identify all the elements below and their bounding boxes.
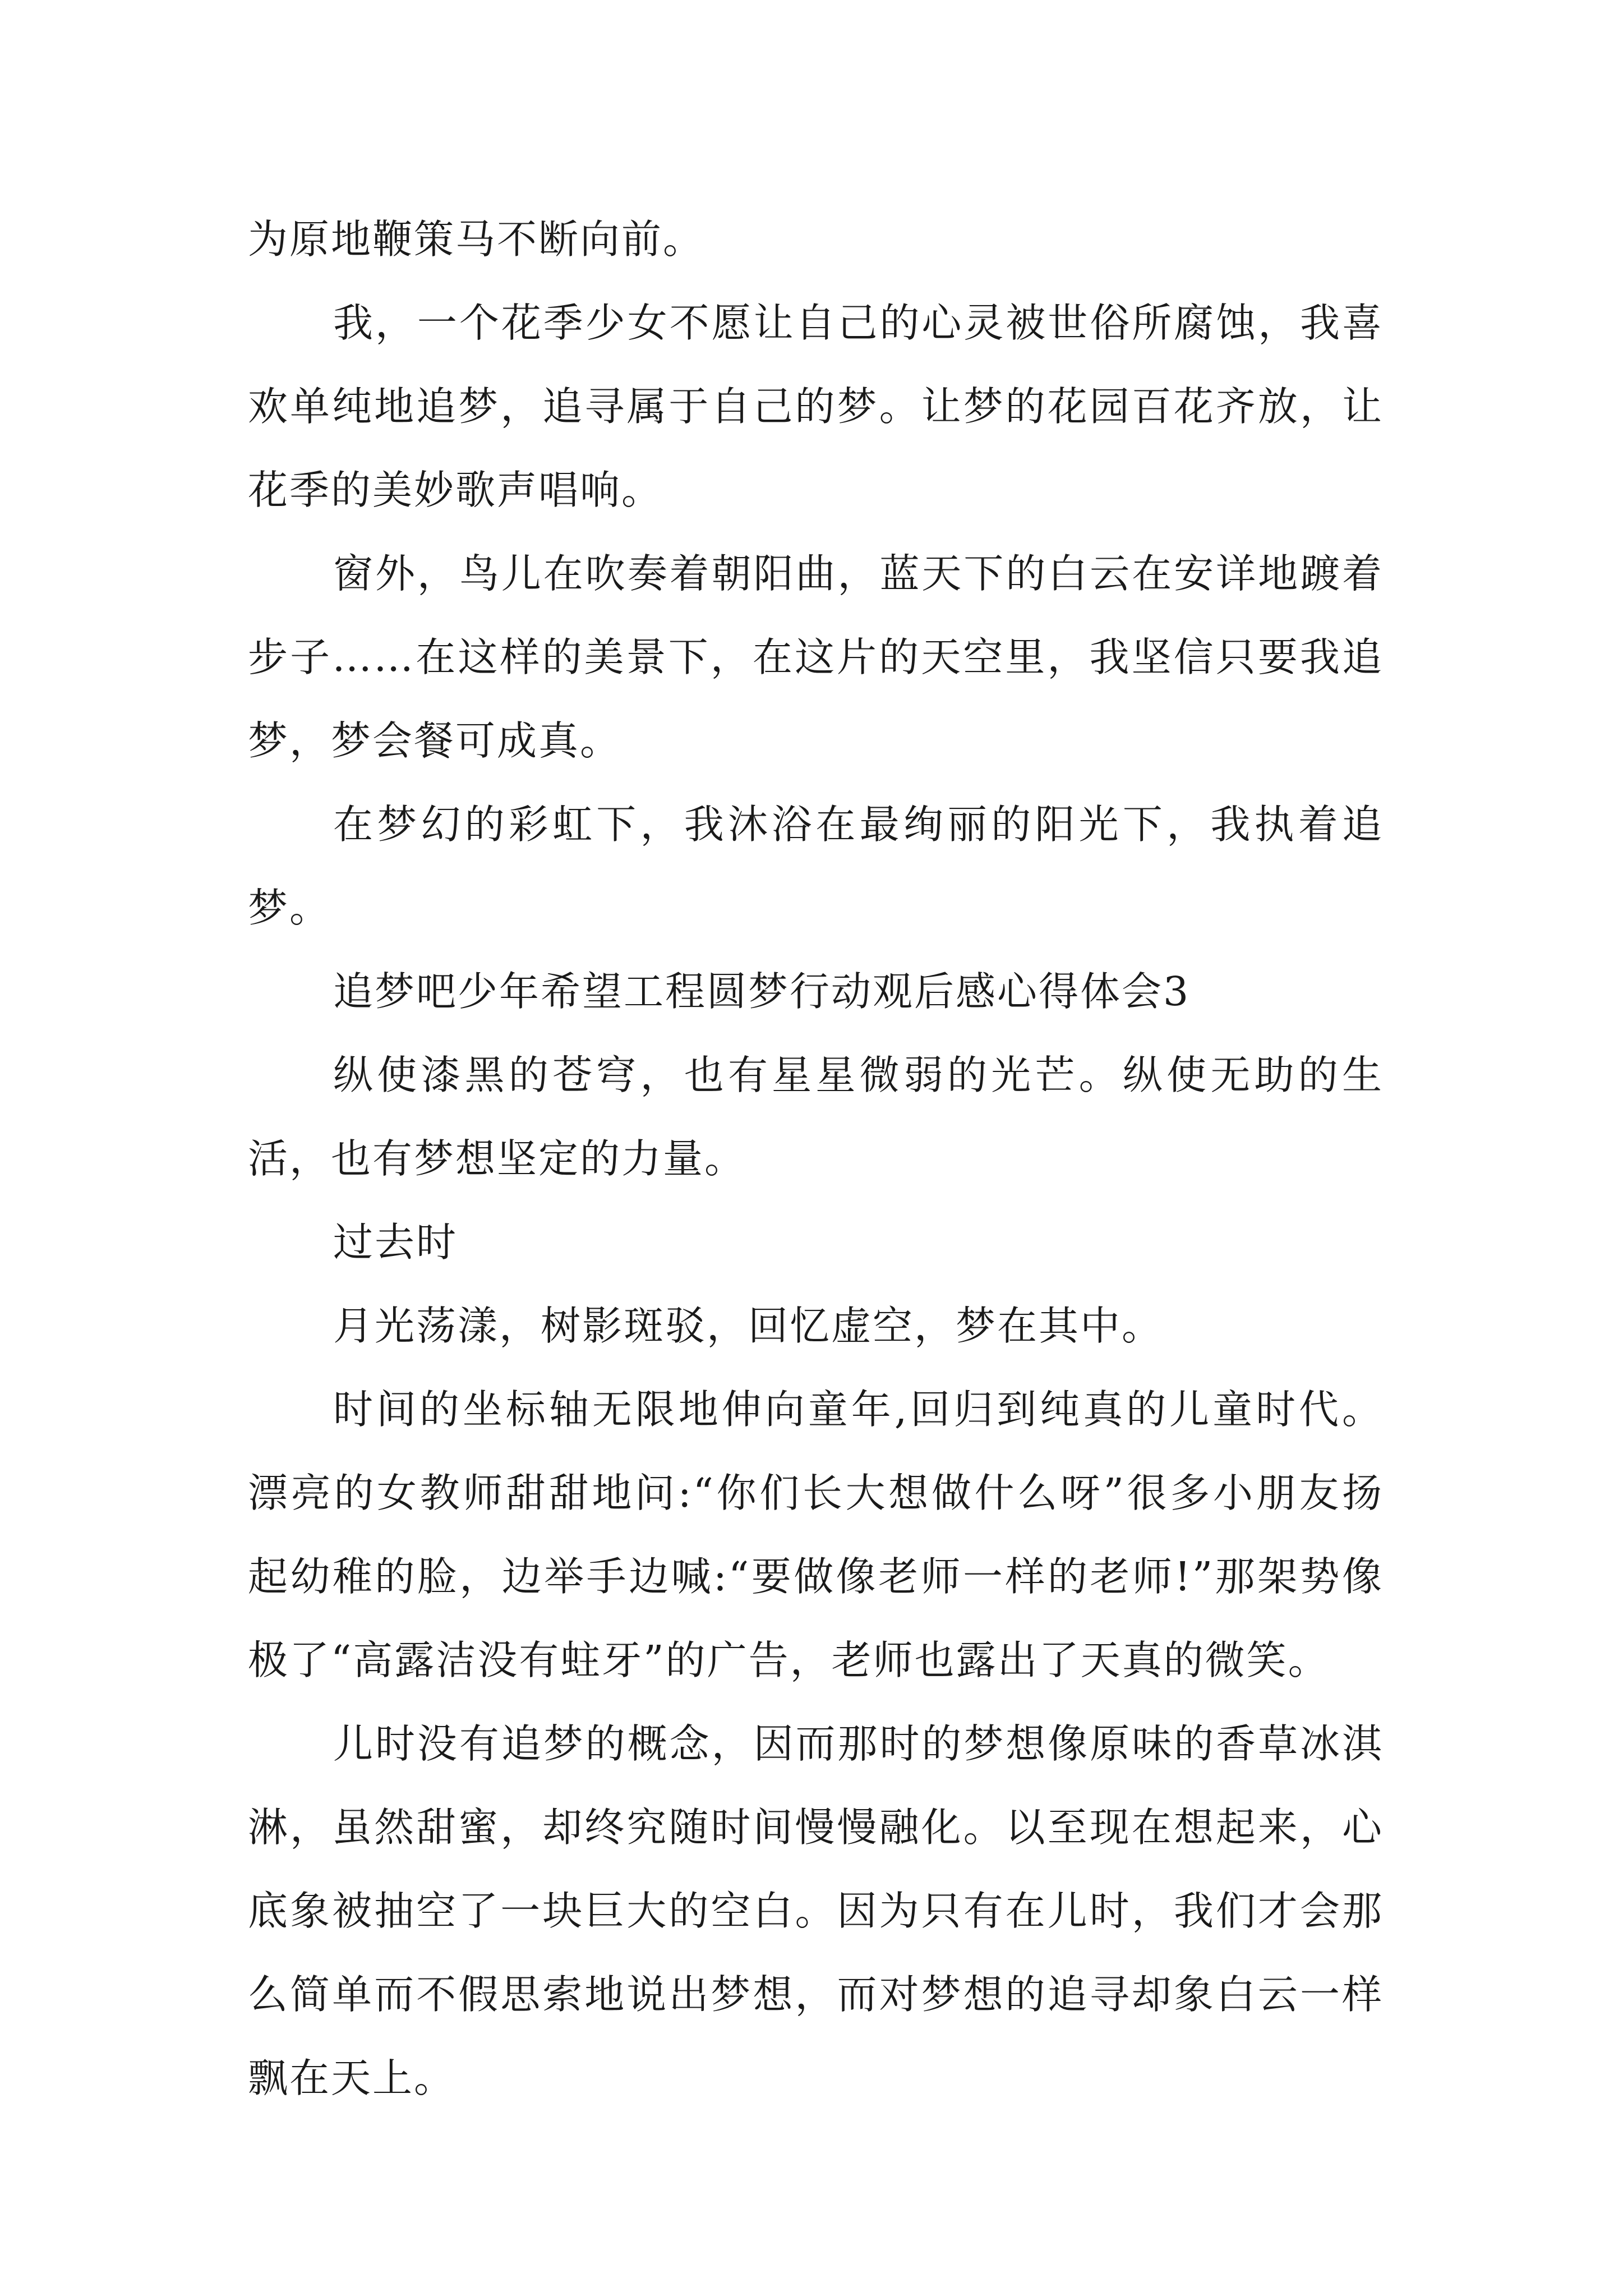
document-body xyxy=(248,197,1384,2120)
paragraph-7: 时间的坐标轴无限地伸向童年,回归到纯真的儿童时代。漂亮的女教师甜甜地问:“你们长大想做什么呀”很多小朋友扬起幼稚的脸，边举手边喊:“要做像老师一样的老师!”那架势像极了“高露洁没有蛀牙”的广告，老师也露出了天真的微笑。 xyxy=(248,1386,1384,1683)
paragraph-3: 窗外，鸟儿在吹奏着朝阳曲，蓝天下的白云在安详地踱着步子……在这样的美景下，在这片的天空里，我坚信只要我追梦，梦会餐可成真。 xyxy=(248,550,1384,764)
subheading-past: 过去时 xyxy=(333,1219,458,1266)
section-heading: 追梦吧少年希望工程圆梦行动观后感心得体会3 xyxy=(333,968,1191,1015)
paragraph-8: 儿时没有追梦的概念，因而那时的梦想像原味的香草冰淇淋，虽然甜蜜，却终究随时间慢慢融化。以至现在想起来，心底象被抽空了一块巨大的空白。因为只有在儿时，我们才会那么简单而不假思索地说出梦想，而对梦想的追寻却象白云一样飘在天上。 xyxy=(248,1720,1384,2101)
paragraph-2: 我，一个花季少女不愿让自己的心灵被世俗所腐蚀，我喜欢单纯地追梦，追寻属于自己的梦。让梦的花园百花齐放，让花季的美妙歌声唱响。 xyxy=(248,300,1384,513)
paragraph-1: 为原地鞭策马不断向前。 xyxy=(248,216,705,263)
paragraph-4: 在梦幻的彩虹下，我沐浴在最绚丽的阳光下，我执着追梦。 xyxy=(248,801,1384,931)
paragraph-5: 纵使漆黑的苍穹，也有星星微弱的光芒。纵使无助的生活，也有梦想坚定的力量。 xyxy=(248,1052,1384,1182)
paragraph-6: 月光荡漾，树影斑驳，回忆虚空，梦在其中。 xyxy=(333,1303,1164,1349)
